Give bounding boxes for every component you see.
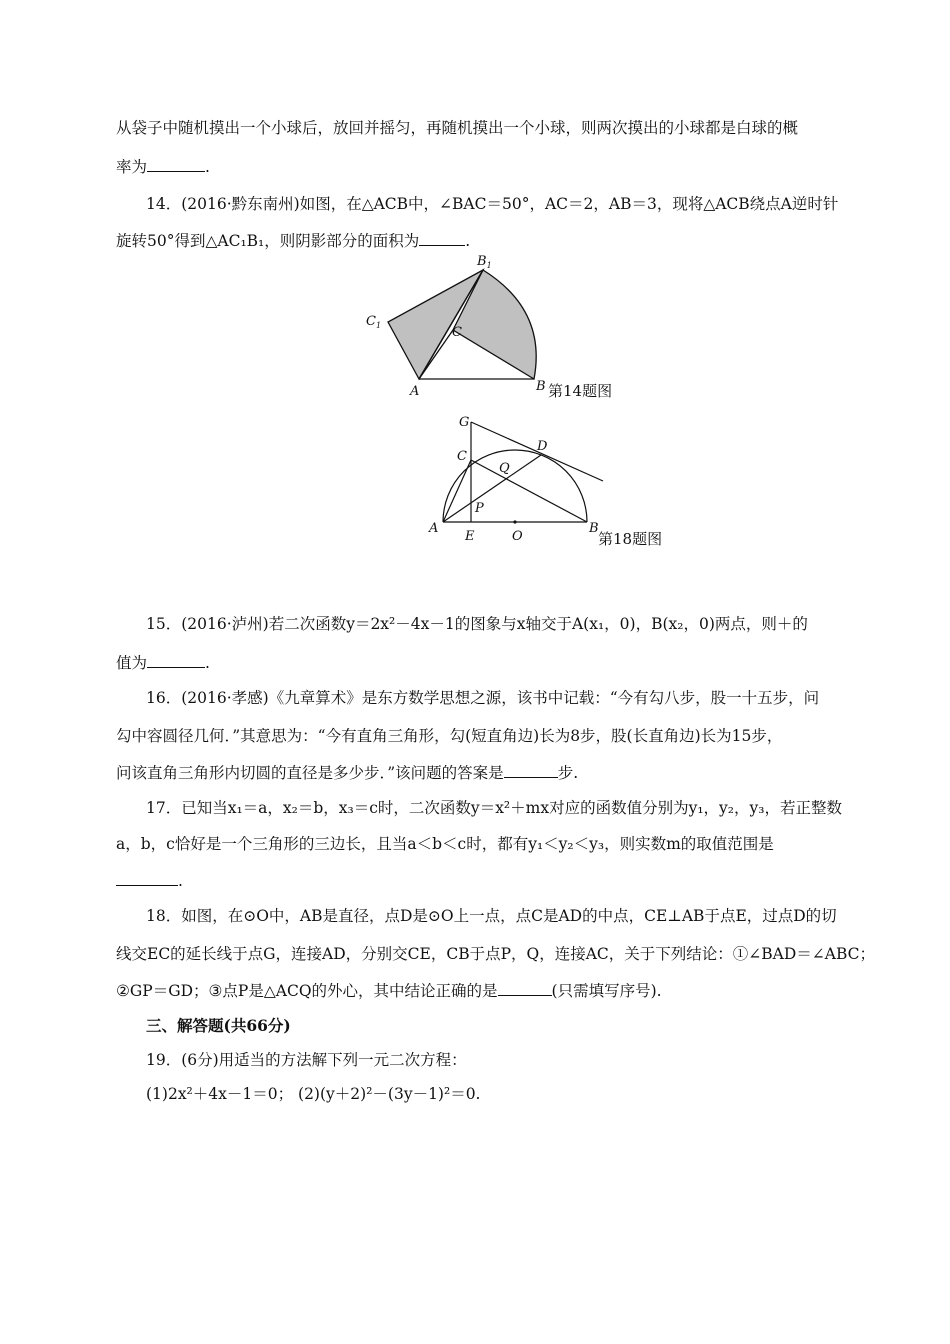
q16-line1: 16．(2016·孝感)《九章算术》是东方数学思想之源，该书中记载：“今有勾八步，股一十五步，问 (146, 689, 820, 707)
label-G: G (459, 415, 470, 430)
q14-line2 (116, 230, 470, 251)
section-heading: 三、解答题(共66分) (146, 1016, 291, 1035)
q15-line2 (116, 652, 210, 673)
q18-text: ②GP＝GD；③点P是△ACQ的外心，其中结论正确的是 (116, 982, 498, 1000)
fig14-caption: 第14题图 (548, 382, 613, 400)
answer-blank (147, 156, 205, 172)
label-C: C (457, 449, 467, 464)
label-A: A (429, 521, 439, 536)
answer-blank (498, 980, 552, 996)
q17-line3 (116, 870, 183, 891)
q15-text: 值为 (116, 654, 148, 672)
q14-end: . (465, 232, 471, 250)
label-C1: $C_1$ (366, 314, 382, 330)
q17-line1: 17．已知当x₁＝a，x₂＝b，x₃＝c时，二次函数y＝x²＋mx对应的函数值分别为y₁，y₂，y₃，若正整数 (146, 799, 842, 817)
q13-line2 (116, 156, 210, 177)
q13-text: 率为 (116, 158, 148, 176)
q14-text: 旋转50°得到△AC₁B₁，则阴影部分的面积为 (116, 232, 420, 250)
center-O (513, 520, 516, 523)
q13-line1: 从袋子中随机摸出一个小球后，放回并摇匀，再随机摸出一个小球，则两次摸出的小球都是白球的概 (116, 119, 799, 137)
label-E: E (465, 529, 475, 544)
label-O: O (512, 529, 523, 544)
answer-blank (504, 762, 558, 778)
q18-end: (只需填写序号). (551, 982, 662, 1000)
label-C: C (452, 325, 462, 340)
q14-line1: 14．(2016·黔东南州)如图，在△ACB中，∠BAC＝50°，AC＝2，AB＝3，现将△ACB绕点A逆时针 (146, 195, 839, 213)
q16-line3 (116, 762, 578, 783)
q15-end: . (205, 654, 210, 672)
label-B: B (589, 521, 599, 536)
label-B: B (536, 379, 546, 394)
label-P: P (475, 501, 484, 516)
answer-blank (419, 230, 465, 246)
q18-line3 (116, 980, 662, 1001)
label-Q: Q (499, 461, 510, 476)
figure-14 (355, 250, 555, 400)
label-B1: $B_1$ (477, 254, 492, 270)
q16-text: 问该直角三角形内切圆的直径是多少步．”该问题的答案是 (116, 764, 504, 782)
q16-line2: 勾中容圆径几何．”其意思为：“今有直角三角形，勾(短直角边)长为8步，股(长直角边)长为15步， (116, 727, 783, 745)
label-A: A (410, 384, 420, 399)
q13-end: . (205, 158, 210, 176)
q19-line1: 19．(6分)用适当的方法解下列一元二次方程： (146, 1051, 467, 1069)
q17-line2: a，b，c恰好是一个三角形的三边长，且当a＜b＜c时，都有y₁＜y₂＜y₃，则实数m的取值范围是 (116, 835, 774, 853)
label-D: D (537, 439, 548, 454)
figure-18 (425, 410, 605, 545)
q16-end: 步. (557, 764, 579, 782)
q15-line1: 15．(2016·泸州)若二次函数y＝2x²－4x－1的图象与x轴交于A(x₁，0)，B(x₂，0)两点，则＋的 (146, 615, 808, 633)
q18-line1: 18．如图，在⊙O中，AB是直径，点D是⊙O上一点，点C是AD的中点，CE⊥AB于点E，过点D的切 (146, 907, 837, 925)
q18-line2: 线交EC的延长线于点G，连接AD，分别交CE，CB于点P，Q，连接AC，关于下列结论：①∠BAD＝∠ABC； (116, 945, 876, 963)
q19-line2: (1)2x²＋4x－1＝0； (2)(y＋2)²－(3y－1)²＝0. (146, 1085, 481, 1103)
answer-blank (147, 652, 205, 668)
fig18-caption: 第18题图 (598, 530, 663, 548)
answer-blank (116, 870, 178, 886)
q17-end: . (178, 872, 183, 890)
